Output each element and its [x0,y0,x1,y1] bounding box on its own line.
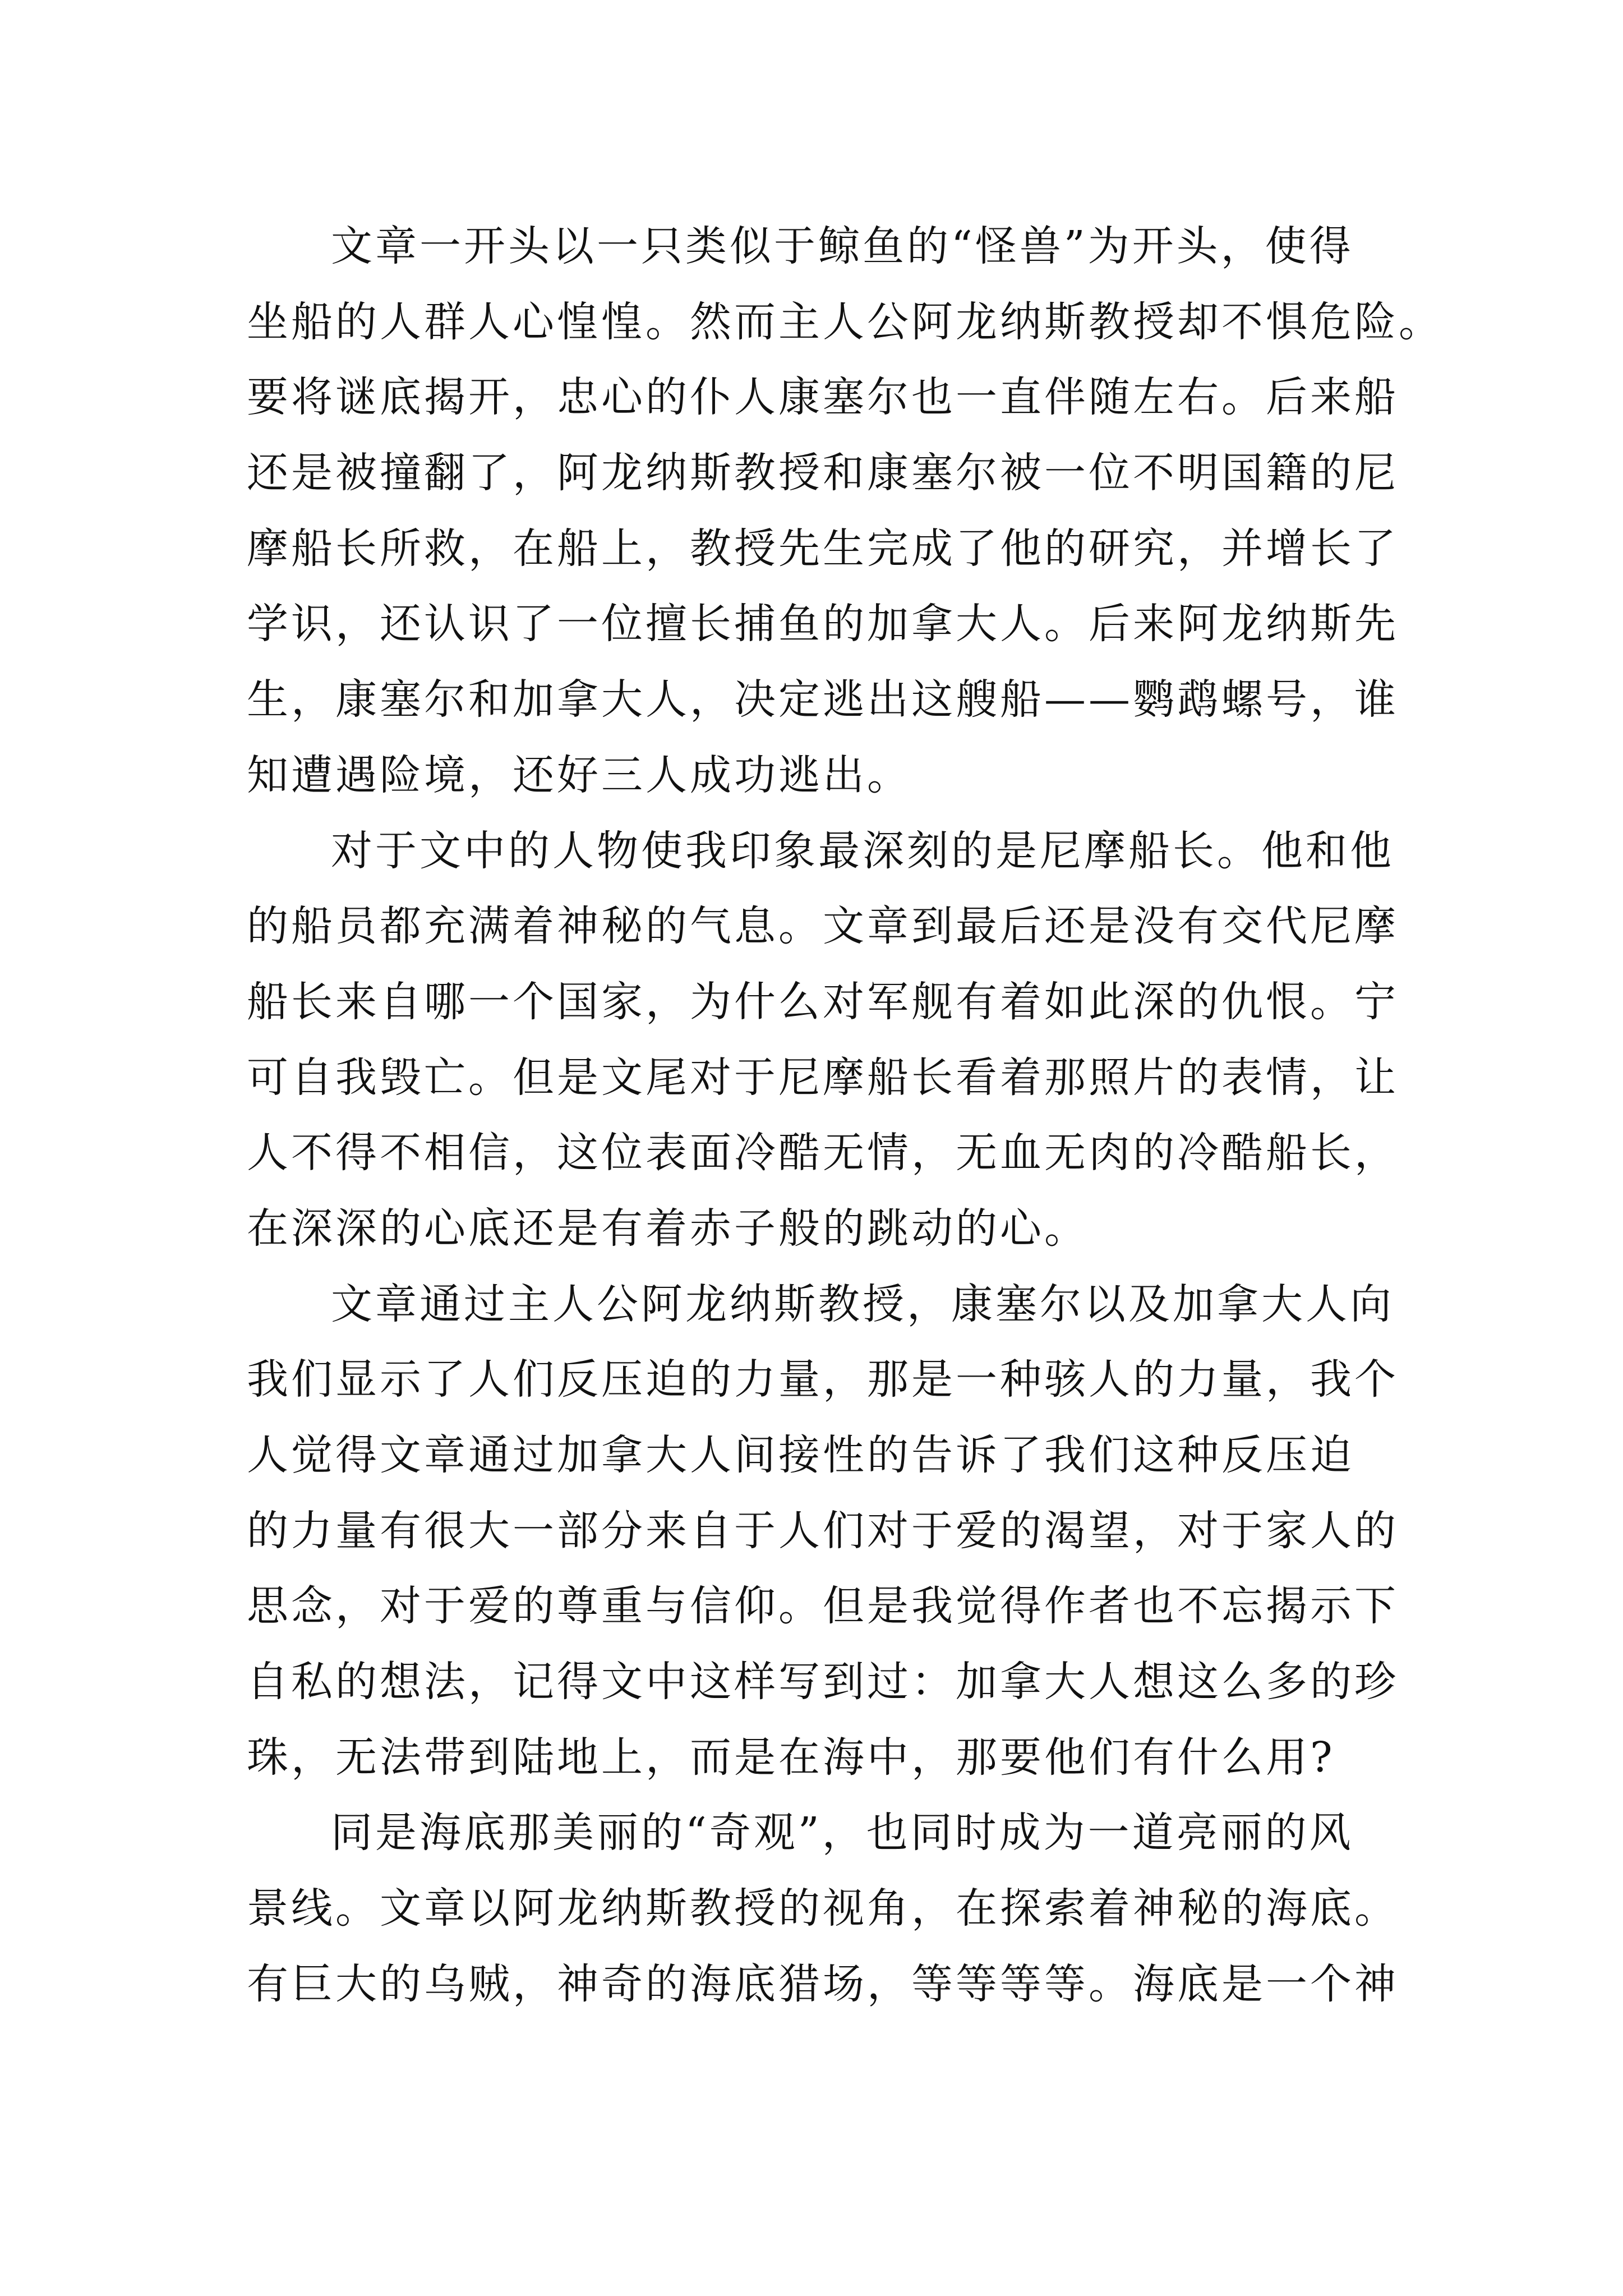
paragraph-2-line-1: 对于文中的人物使我印象最深刻的是尼摩船长。他和他 [331,826,1394,875]
paragraph-2-line-6: 在深深的心底还是有着赤子般的跳动的心。 [247,1204,1089,1253]
paragraph-1-line-7: 生，康塞尔和加拿大人，决定逃出这艘船——鹦鹉螺号，谁 [247,675,1399,724]
paragraph-3-line-6: 自私的想法，记得文中这样写到过：加拿大人想这么多的珍 [247,1658,1399,1706]
paragraph-3-line-1: 文章通过主人公阿龙纳斯教授，康塞尔以及加拿大人向 [331,1280,1394,1328]
paragraph-3-line-7: 珠，无法带到陆地上，而是在海中，那要他们有什么用? [247,1733,1335,1782]
paragraph-1-line-8: 知遭遇险境，还好三人成功逃出。 [247,751,911,799]
paragraph-2-line-5: 人不得不相信，这位表面冷酷无情，无血无肉的冷酷船长， [247,1129,1399,1177]
paragraph-1-line-4: 还是被撞翻了，阿龙纳斯教授和康塞尔被一位不明国籍的尼 [247,449,1399,498]
essay-body [247,209,1443,2022]
paragraph-2-line-2: 的船员都充满着神秘的气息。文章到最后还是没有交代尼摩 [247,902,1399,951]
paragraph-1-line-1: 文章一开头以一只类似于鲸鱼的“怪兽”为开头，使得 [331,222,1354,270]
paragraph-2-line-4: 可自我毁亡。但是文尾对于尼摩船长看着那照片的表情，让 [247,1053,1399,1102]
paragraph-3-line-2: 我们显示了人们反压迫的力量，那是一种骇人的力量，我个 [247,1355,1399,1404]
paragraph-4-line-1: 同是海底那美丽的“奇观”，也同时成为一道亮丽的风 [331,1809,1354,1857]
paragraph-3-line-3: 人觉得文章通过加拿大人间接性的告诉了我们这种反压迫 [247,1431,1354,1479]
paragraph-1-line-5: 摩船长所救，在船上，教授先生完成了他的研究，并增长了 [247,524,1399,573]
paragraph-4-line-3: 有巨大的乌贼，神奇的海底猎场，等等等等。海底是一个神 [247,1959,1399,2008]
paragraph-3-line-5: 思念，对于爱的尊重与信仰。但是我觉得作者也不忘揭示下 [247,1582,1399,1631]
paragraph-1-line-2: 坐船的人群人心惶惶。然而主人公阿龙纳斯教授却不惧危险。 [247,297,1443,346]
paragraph-1-line-6: 学识，还认识了一位擅长捕鱼的加拿大人。后来阿龙纳斯先 [247,600,1399,648]
paragraph-1-line-3: 要将谜底揭开，忠心的仆人康塞尔也一直伴随左右。后来船 [247,373,1399,422]
paragraph-3-line-4: 的力量有很大一部分来自于人们对于爱的渴望，对于家人的 [247,1506,1399,1555]
paragraph-2-line-3: 船长来自哪一个国家，为什么对军舰有着如此深的仇恨。宁 [247,977,1399,1026]
paragraph-4-line-2: 景线。文章以阿龙纳斯教授的视角，在探索着神秘的海底。 [247,1884,1399,1933]
